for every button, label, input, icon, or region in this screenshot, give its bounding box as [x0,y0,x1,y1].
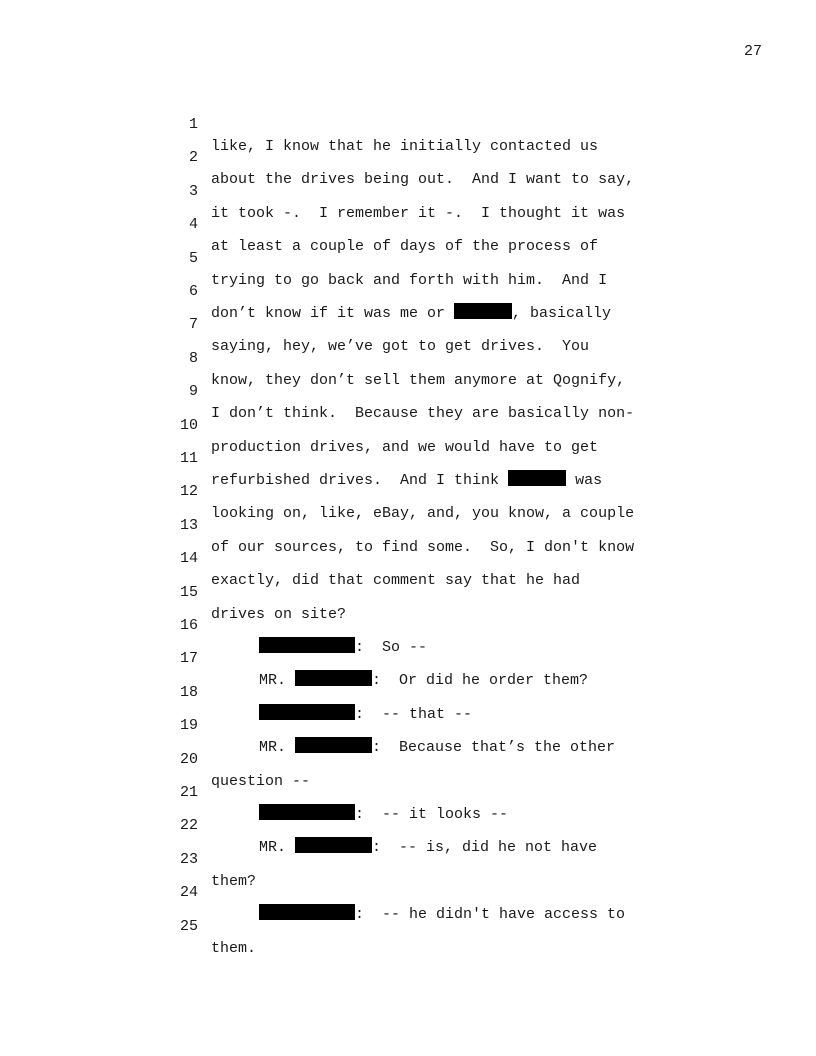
speaker-remark: : -- it looks -- [355,806,509,823]
speaker-remark: : Or did he order them? [372,672,589,690]
speaker-redaction-bar [259,637,355,653]
line-number: 20 [179,750,198,768]
transcript-line [0,827,257,890]
speaker-remark: : -- that -- [355,705,473,723]
line-text-before-redaction: don’t know if it was me or [211,305,455,322]
line-text [211,303,611,325]
speaker-remark: : So -- [355,639,428,656]
redaction-bar [454,303,512,319]
line-text [211,470,602,492]
redaction-bar [508,470,566,486]
page-number: 27 [743,43,762,60]
line-number: 19 [179,717,198,735]
line-text: production drives, and we would have to get [211,438,599,456]
speaker-prefix: MR. [259,839,296,857]
line-number: 12 [179,483,198,501]
speaker-redaction-bar [259,804,355,820]
line-text: looking on, like, eBay, and, you know, a couple [211,505,635,523]
line-text: them. [211,939,257,957]
speaker-redaction-bar [259,704,355,720]
line-text [259,670,588,692]
line-text [259,737,615,759]
line-text: know, they don’t sell them anymore at Qognify, [211,371,626,389]
line-text: them? [211,872,257,890]
line-text: about the drives being out. And I want to say, [211,171,635,189]
transcript-line [0,894,257,957]
line-number: 6 [188,283,198,300]
transcript-line [0,693,616,757]
transcript-line [0,92,599,155]
speaker-prefix: MR. [259,672,296,690]
speaker-remark: : Because that’s the other [372,739,616,757]
line-number: 9 [188,383,198,401]
line-text [259,637,427,659]
line-number: 10 [179,416,198,434]
line-number: 24 [179,884,198,902]
line-text: saying, hey, we’ve got to get drives. You [211,338,590,356]
speaker-remark: : -- he didn't have access to [355,906,626,924]
line-text: exactly, did that comment say that he had [211,572,581,590]
line-text: like, I know that he initially contacted us [211,138,599,155]
line-number: 21 [179,784,198,801]
line-text: drives on site? [211,605,347,623]
speaker-redaction-bar [295,737,372,753]
speaker-redaction-bar [295,670,372,686]
speaker-remark: : -- is, did he not have [372,839,598,857]
line-number: 11 [179,450,198,467]
line-number: 5 [188,249,198,267]
line-text: of our sources, to find some. So, I don't know [211,538,635,556]
line-text: I don’t think. Because they are basically non- [211,405,635,423]
line-text-before-redaction: refurbished drives. And I think [211,472,509,489]
line-number: 7 [188,316,198,334]
line-number: 23 [179,850,198,868]
line-text [259,704,472,726]
line-number: 2 [188,149,198,167]
line-number: 14 [179,550,198,568]
line-number: 3 [188,182,198,200]
speaker-prefix: MR. [259,739,296,757]
line-number: 4 [188,216,198,234]
line-number: 8 [188,349,198,367]
line-text: question -- [211,772,311,790]
line-number: 15 [179,583,198,601]
transcript-line [0,560,347,623]
line-text: trying to go back and forth with him. And I [211,271,608,289]
line-text-after-redaction: was [566,472,603,489]
line-text: it took -. I remember it -. I thought it was [211,204,626,222]
line-number: 13 [179,516,198,534]
line-number: 18 [179,683,198,701]
speaker-redaction-bar [295,837,372,853]
line-text [259,804,508,826]
speaker-redaction-bar [259,904,355,920]
line-number: 25 [179,917,198,935]
line-text-after-redaction: , basically [512,305,612,322]
line-text: at least a couple of days of the process of [211,238,599,256]
line-text [259,837,597,859]
line-number: 17 [179,650,198,668]
line-text [259,904,625,926]
line-number: 1 [188,116,198,133]
line-number: 22 [179,817,198,835]
line-number: 16 [179,617,198,634]
